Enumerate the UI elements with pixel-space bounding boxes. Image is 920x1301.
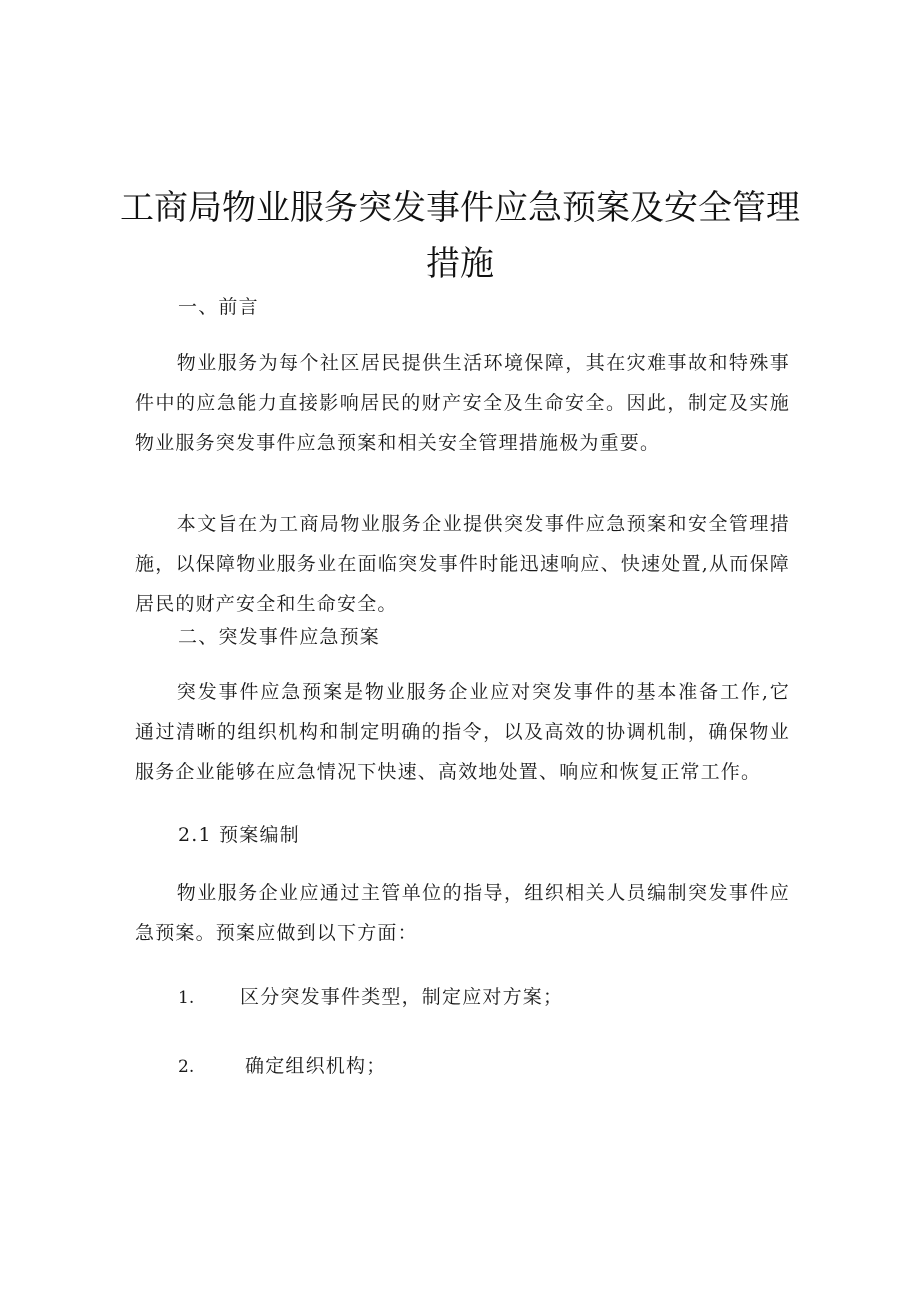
paragraph-preface-2: 本文旨在为工商局物业服务企业提供突发事件应急预案和安全管理措施，以保障物业服务业在面临突发事件时能迅速响应、快速处置,从而保障居民的财产安全和生命安全。 (135, 513, 790, 615)
paragraph-plan-drafting-1: 物业服务企业应通过主管单位的指导，组织相关人员编制突发事件应急预案。预案应做到以下方面： (135, 882, 790, 944)
section-heading-preface: 一、前言 (178, 296, 259, 318)
subsection-heading-plan-drafting: 2.1 预案编制 (178, 824, 300, 846)
paragraph-preface-1: 物业服务为每个社区居民提供生活环境保障，其在灾难事故和特殊事件中的应急能力直接影响居民的财产安全及生命安全。因此，制定及实施物业服务突发事件应急预案和相关安全管理措施极为重要。 (135, 352, 790, 454)
list-item-text: 区分突发事件类型，制定应对方案； (240, 986, 564, 1008)
document-title: 工商局物业服务突发事件应急预案及安全管理措施 (120, 188, 800, 284)
paragraph-emergency-plan-1: 突发事件应急预案是物业服务企业应对突发事件的基本准备工作,它通过清晰的组织机构和制定明确的指令，以及高效的协调机制，确保物业服务企业能够在应急情况下快速、高效地处置、响应和恢复正常工作。 (135, 681, 790, 783)
list-item-text: 确定组织机构； (245, 1055, 387, 1077)
list-item-number: 1. (178, 988, 195, 1008)
list-item-number: 2. (178, 1057, 195, 1077)
section-heading-emergency-plan: 二、突发事件应急预案 (178, 626, 381, 648)
